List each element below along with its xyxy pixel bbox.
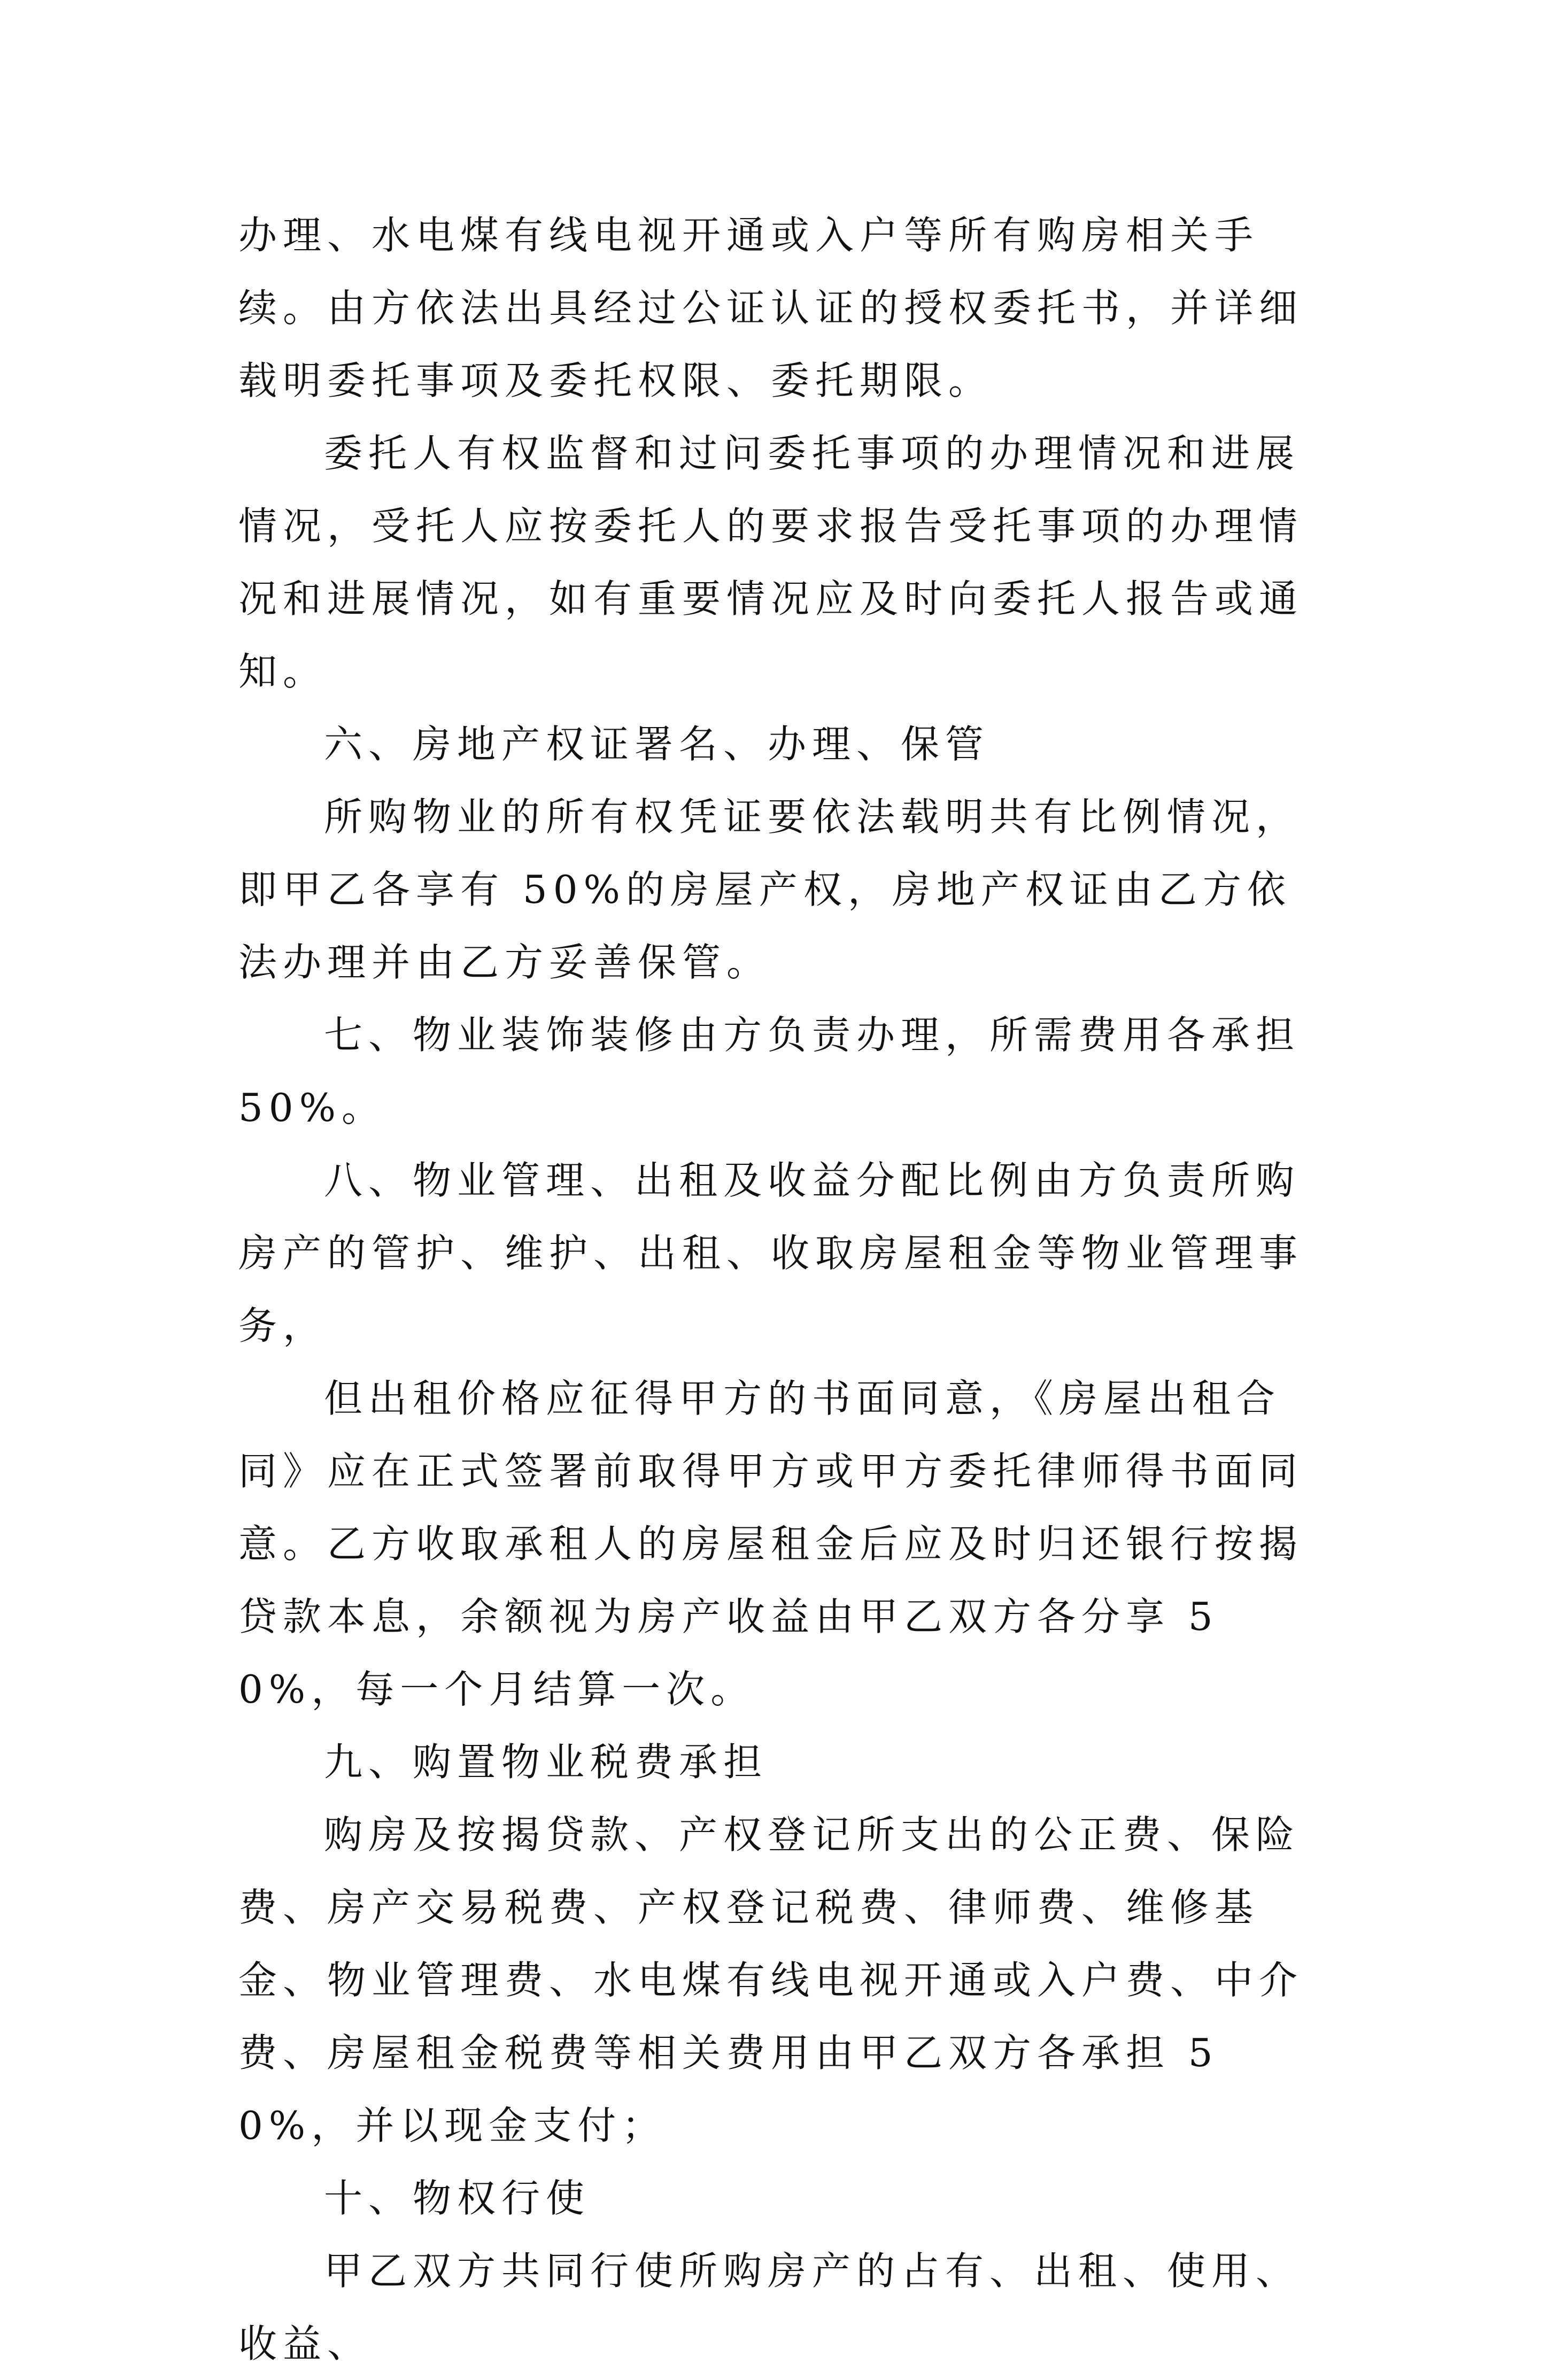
heading-section-6: 六、房地产权证署名、办理、保管	[324, 722, 990, 767]
paragraph-rental-terms: 但出租价格应征得甲方的书面同意，《房屋出租合同》应在正式签署前取得甲方或甲方委托律师得书面同意。乙方收取承租人的房屋租金后应及时归还银行按揭贷款本息，余额视为房产收益由甲乙双方各分享 50%，每一个月结算一次。	[238, 1376, 1304, 1712]
heading-section-9: 九、购置物业税费承担	[324, 1740, 768, 1784]
paragraph-property-rights: 甲乙双方共同行使所购房产的占有、出租、使用、收益、	[238, 2248, 1301, 2366]
paragraph-section-8-management: 八、物业管理、出租及收益分配比例由方负责所购房产的管护、维护、出租、收取房屋租金等物业管理事务，	[238, 1158, 1304, 1348]
paragraph-ownership-certificate: 所购物业的所有权凭证要依法载明共有比例情况，即甲乙各享有 50%的房屋产权，房地产权证由乙方依法办理并由乙方妥善保管。	[238, 794, 1301, 985]
paragraph-procedures-continued: 办理、水电煤有线电视开通或入户等所有购房相关手续。由方依法出具经过公证认证的授权委托书，并详细载明委托事项及委托权限、委托期限。	[238, 213, 1304, 403]
document-body	[238, 199, 1318, 2380]
paragraph-fees: 购房及按揭贷款、产权登记所支出的公正费、保险费、房产交易税费、产权登记税费、律师费、维修基金、物业管理费、水电煤有线电视开通或入户费、中介费、房屋租金税费等相关费用由甲乙双方各承担 50%，并以现金支付；	[238, 1812, 1304, 2148]
heading-section-10: 十、物权行使	[324, 2176, 591, 2221]
paragraph-section-7-decoration: 七、物业装饰装修由方负责办理，所需费用各承担 50%。	[238, 1013, 1318, 1130]
paragraph-supervision: 委托人有权监督和过问委托事项的办理情况和进展情况，受托人应按委托人的要求报告受托事项的办理情况和进展情况，如有重要情况应及时向委托人报告或通知。	[238, 431, 1304, 694]
